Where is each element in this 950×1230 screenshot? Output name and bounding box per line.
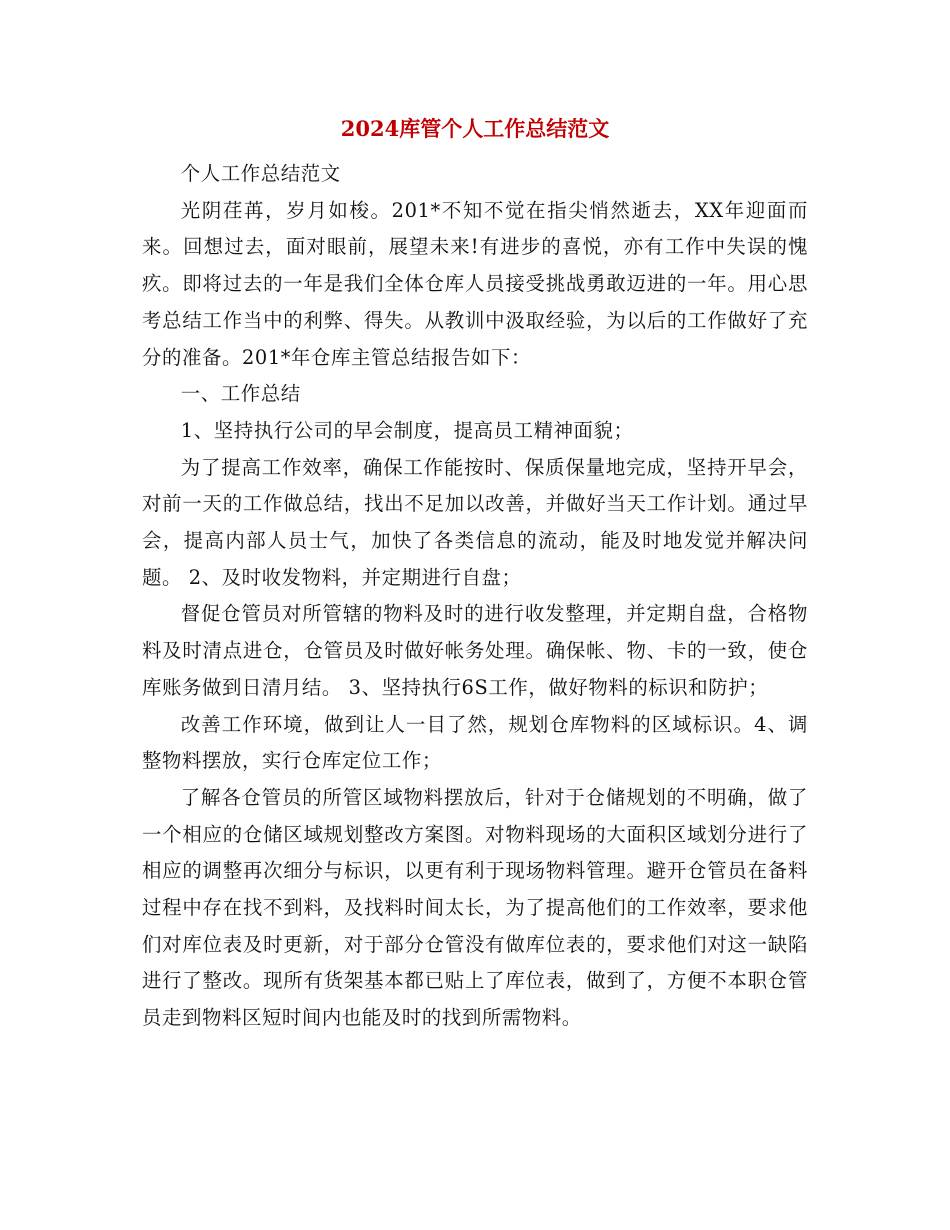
paragraph-environment: 改善工作环境，做到让人一目了然，规划仓库物料的区域标识。4、调整物料摆放，实行仓库定位工作； (142, 712, 808, 773)
paragraph-storage-planning: 了解各仓管员的所管区域物料摆放后，针对于仓储规划的不明确，做了一个相应的仓储区域规划整改方案图。对物料现场的大面积区域划分进行了相应的调整再次细分与标识，以更有利于现场物料管理。避开仓管员在备料过程中存在找不到料，及找料时间太长，为了提高他们的工作效率，要求他们对库位表及时更新，对于部分仓管没有做库位表的，要求他们对这一缺陷进行了整改。现所有货架基本都已贴上了库位表，做到了，方便不本职仓管员走到物料区短时间内也能及时的找到所需物料。 (142, 785, 808, 1030)
paragraph-subtitle: 个人工作总结范文 (180, 162, 341, 185)
item-heading-1: 1、坚持执行公司的早会制度，提高员工精神面貌； (180, 418, 634, 442)
document-body (142, 156, 808, 1037)
paragraph-intro: 光阴荏苒，岁月如梭。201*不知不觉在指尖悄然逝去，XX年迎面而来。回想过去，面对眼前，展望未来!有进步的喜悦，亦有工作中失误的愧疚。即将过去的一年是我们全体仓库人员接受挑战勇敢迈进的一年。用心思考总结工作当中的利弊、得失。从教训中汲取经验，为以后的工作做好了充分的准备。201*年仓库主管总结报告如下： (142, 198, 808, 369)
paragraph-materials-receiving: 督促仓管员对所管辖的物料及时的进行收发整理，并定期自盘，合格物料及时清点进仓，仓管员及时做好帐务处理。确保帐、物、卡的一致，使仓库账务做到日清月结。 3、坚持执行6S工作，做好物料的标识和防护； (142, 602, 808, 699)
paragraph-morning-meeting: 为了提高工作效率，确保工作能按时、保质保量地完成，坚持开早会，对前一天的工作做总结，找出不足加以改善，并做好当天工作计划。通过早会，提高内部人员士气，加快了各类信息的流动，能及时地发觉并解决问题。 2、及时收发物料，并定期进行自盘； (142, 455, 808, 589)
section-heading: 一、工作总结 (180, 382, 301, 406)
document-title: 2024库管个人工作总结范文 (340, 116, 610, 141)
